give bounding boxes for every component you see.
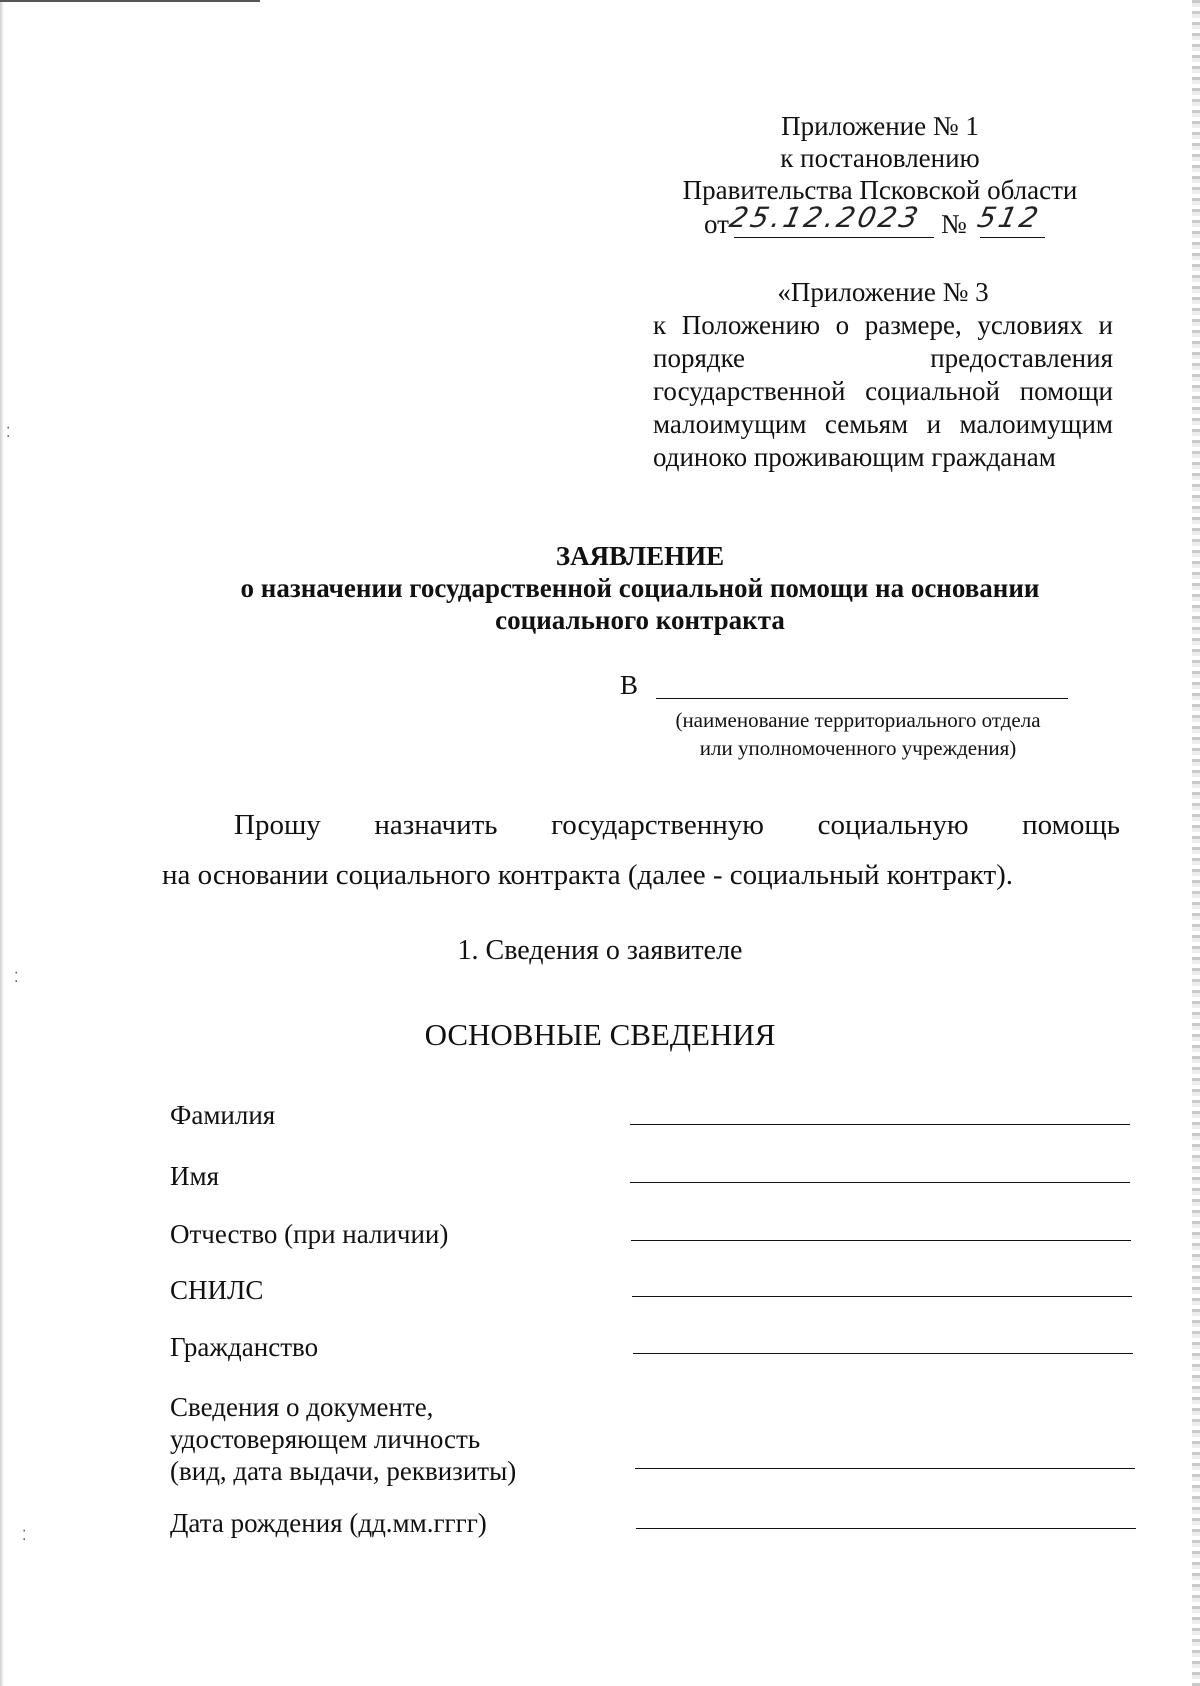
id-document-label (170, 1391, 516, 1487)
snils-label: СНИЛС (170, 1275, 264, 1305)
id-document-label-line3: (вид, дата выдачи, реквизиты) (170, 1456, 517, 1486)
number-prefix: № (941, 209, 967, 239)
appendix1-block (660, 110, 1100, 242)
title-line1: ЗАЯВЛЕНИЕ (555, 541, 725, 571)
name-label: Имя (170, 1161, 220, 1191)
scan-mark: ⁚ (6, 426, 11, 441)
scan-edge-left (0, 0, 4, 1686)
name-fill-line[interactable] (630, 1182, 1130, 1183)
addressee-fill-line[interactable] (656, 698, 1068, 699)
request-paragraph (162, 800, 1120, 900)
id-document-fill-line[interactable] (635, 1468, 1135, 1469)
citizenship-label: Гражданство (170, 1332, 319, 1362)
appendix1-line2: к постановлению (780, 143, 980, 173)
request-line2: на основании социального контракта (далее - социальный контракт). (162, 859, 1014, 891)
scan-mark: ⁚ (14, 971, 19, 986)
surname-label: Фамилия (170, 1100, 276, 1130)
title-line2: о назначении государственной социальной помощи на основании (240, 573, 1040, 603)
title-line3: социального контракта (495, 605, 785, 635)
birth-date-fill-line[interactable] (636, 1528, 1136, 1529)
id-document-label-line1: Сведения о документе, (170, 1392, 434, 1422)
appendix1-date-line (660, 201, 1100, 242)
date-prefix: от (704, 209, 729, 239)
birth-date-label: Дата рождения (дд.мм.гггг) (170, 1508, 487, 1538)
scan-edge-right (1192, 0, 1200, 1686)
document-title (160, 540, 1120, 636)
citizenship-fill-line[interactable] (633, 1353, 1133, 1354)
handwritten-date: 25.12.2023 (726, 201, 924, 234)
patronymic-label: Отчество (при наличии) (170, 1219, 449, 1249)
appendix1-line3: Правительства Псковской области (682, 175, 1078, 205)
section-title: 1. Сведения о заявителе (457, 935, 743, 966)
addressee-prefix: В (620, 670, 639, 700)
surname-fill-line[interactable] (630, 1124, 1130, 1125)
patronymic-fill-line[interactable] (631, 1240, 1131, 1241)
addressee-hint-line1: (наименование территориального отдела (675, 708, 1041, 732)
scan-mark: ⁚ (22, 1529, 27, 1544)
number-underline (980, 237, 1045, 238)
snils-fill-line[interactable] (632, 1296, 1132, 1297)
appendix3-block (653, 276, 1113, 474)
appendix3-text: к Положению о размере, условиях и порядке предоставления государственной социальной помощи малоимущим семьям и малоимущим одиноко проживающим гражданам (653, 310, 1113, 472)
request-line1: Прошу назначить государственную социальную помощь (234, 809, 1120, 841)
date-underline (734, 237, 934, 238)
id-document-label-line2: удостоверяющем личность (170, 1424, 481, 1454)
appendix1-line1: Приложение № 1 (781, 111, 979, 141)
main-heading: ОСНОВНЫЕ СВЕДЕНИЯ (424, 1017, 776, 1052)
addressee-hint (648, 706, 1068, 762)
scan-top-line (0, 0, 260, 2)
appendix3-heading: «Приложение № 3 (777, 277, 989, 307)
addressee-hint-line2: или уполномоченного учреждения) (699, 736, 1017, 760)
handwritten-number: 512 (974, 201, 1045, 234)
